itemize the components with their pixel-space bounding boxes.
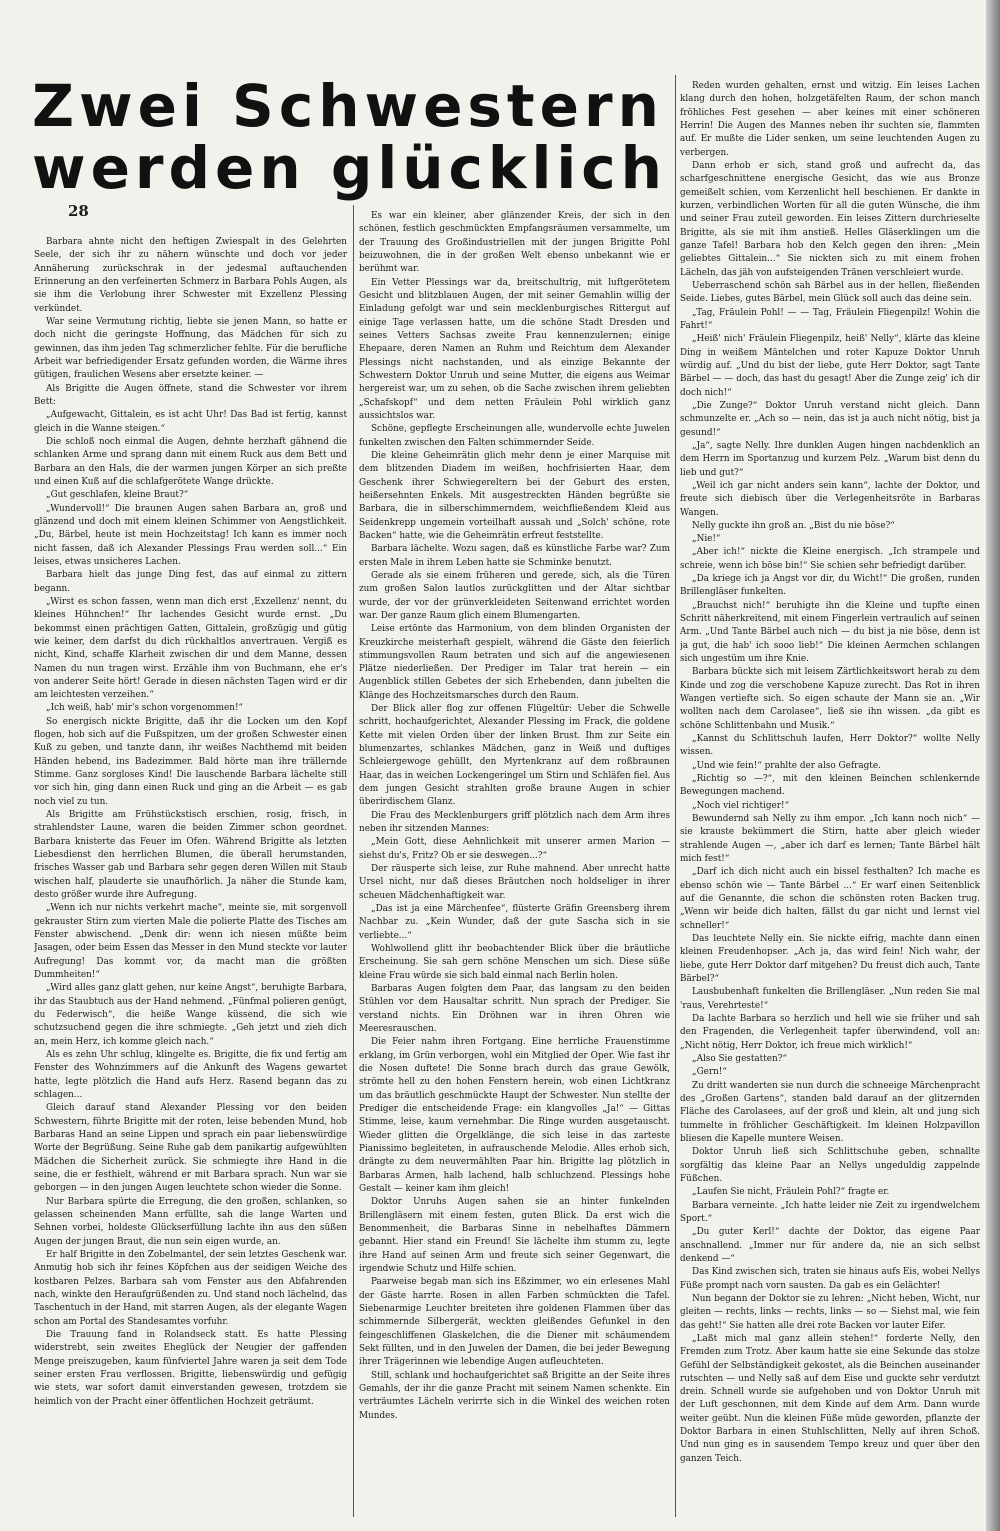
article-column-2: [359, 210, 670, 1518]
article-paragraph: Barbara verneinte. „Ich hatte leider nie Zeit zu irgendwelchem Sport.“: [680, 1200, 980, 1224]
article-paragraph: Als Brigitte am Frühstückstisch erschien, rosig, frisch, in strahlendster Laune, waren die beiden Zimmer schon geordnet. Barbara knisterte das Feuer im Ofen. Während Brigitte als letzten Liebesdienst den herrlichen Blumen, die überall herumstanden, frisches Wasser gab und Barbara sehr gegen deren Willen mit Staub wischen half, plauderte sie unaufhörlich. Ja näher die Stunde kam, desto größer wurde ihre Aufregung.: [34, 810, 347, 901]
article-paragraph: Leise ertönte das Harmonium, von dem blinden Organisten der Kreuzkirche meisterhaft gespielt, während die Gäste den feierlich stimmungsvollen Raum betraten und sich auf die angewiesenen Plätze niederließen. Der Prediger im Talar trat herein — ein Augenblick stillen Gebetes der sich Erhebenden, dann jubelten die Klänge des Hochzeitsmarsches durch den Raum.: [359, 624, 670, 701]
article-paragraph: Reden wurden gehalten, ernst und witzig. Ein leises Lachen klang durch den hohen, holzgetäfelten Raum, der schon manch fröhliches Fest gesehen — aber keines mit einer schöneren Herrin! Die Augen des Mannes neben ihr suchten sie, flammten auf. Er mußte die Lider senken, um seine leuchtenden Augen zu verbergen.: [680, 81, 980, 158]
article-paragraph: Doktor Unruhs Augen sahen sie an hinter funkelnden Brillengläsern mit einem festen, guten Blick. Da erst wich die Benommenheit, die Barbaras Sinne in nebelhaftes Dämmern gebannt. Hier stand ein Freund! Sie lächelte ihm stumm zu, legte ihre Hand auf seinen Arm und freute sich seiner Gegenwart, die irgendwie Schutz und Hilfe schien.: [359, 1197, 670, 1274]
article-paragraph: Das leuchtete Nelly ein. Sie nickte eifrig, machte dann einen kleinen Freudenhopser. „Ach ja, das wird fein! Nich wahr, der liebe, gute Herr Doktor darf mitgehen? Du freust dich auch, Tante Bärbel?“: [680, 934, 980, 984]
article-paragraph: Gleich darauf stand Alexander Plessing vor den beiden Schwestern, führte Brigitte mit der roten, leise bebenden Mund, hob Barbaras Hand an seine Lippen und sprach ein paar liebenswürdige Worte der Begrüßung. Seine Ruhe gab dem panikartig aufgewühlten Mädchen die Sicherheit zurück. Sie schmiegte ihre Hand in die seine, die er festhielt, während er mit Barbara sprach. Nun war sie geborgen — in den jungen Augen leuchtete schon wieder die Sonne.: [34, 1103, 347, 1194]
article-paragraph: „Da kriege ich ja Angst vor dir, du Wicht!“ Die großen, runden Brillengläser funkelten.: [680, 574, 980, 598]
article-paragraph: Nun begann der Doktor sie zu lehren: „Nicht heben, Wicht, nur gleiten — rechts, links — rechts, links — so — Siehst mal, wie fein das geht!“ Sie hatten alle drei rote Backen vor lauter Eifer.: [680, 1293, 980, 1331]
article-paragraph: Lausbubenhaft funkelten die Brillengläser. „Nun reden Sie mal 'raus, Verehrteste!“: [680, 987, 980, 1011]
article-paragraph: Paarweise begab man sich ins Eßzimmer, wo ein erlesenes Mahl der Gäste harrte. Rosen in allen Farben schmückten die Tafel. Siebenarmige Leuchter breiteten ihre goldenen Flammen über das schimmernde Silbergerät, weckten gleißendes Gefunkel in den feingeschliffenen Glaskelchen, die die Diener mit schäumendem Sekt füllten, und in den Juwelen der Damen, die bei jeder Bewegung ihrer Trägerinnen wie lebendige Augen aufleuchteten.: [359, 1277, 670, 1368]
article-paragraph: „Ja“, sagte Nelly. Ihre dunklen Augen hingen nachdenklich an dem Herrn im Sportanzug und kurzem Pelz. „Warum bist denn du lieb und gut?“: [680, 440, 980, 478]
article-paragraph: Still, schlank und hochaufgerichtet saß Brigitte an der Seite ihres Gemahls, der ihr die ganze Pracht mit seinem Namen schenkte. Ein verträumtes Lächeln verirrte sich in die Winkel des weichen roten Mundes.: [359, 1370, 670, 1421]
article-paragraph: Barbara ahnte nicht den heftigen Zwiespalt in des Gelehrten Seele, der sich ihr zu nähern wünschte und doch vor jeder Annäherung zurückschrak in der jedesmal auftauchenden Erinnerung an den verfeinerten Schmerz in Barbara Pohls Augen, als sie ihm die Verlobung ihrer Schwester mit Exzellenz Plessing verkündet.: [34, 237, 347, 314]
article-paragraph: „Laufen Sie nicht, Fräulein Pohl?“ fragte er.: [692, 1187, 890, 1198]
headline-line-1: Zwei Schwestern: [32, 72, 664, 140]
article-paragraph: „Wenn ich nur nichts verkehrt mache“, meinte sie, mit sorgenvoll gekrauster Stirn zum vierten Male die polierte Platte des Tisches am Fenster abwischend. „Denk dir: wenn ich niesen müßte beim Jasagen, oder beim Essen das Messer in den Mund steckte vor lauter Aufregung! Das kommt vor, da macht man die größten Dummheiten!“: [34, 903, 347, 981]
article-paragraph: „Heiß' nich' Fräulein Fliegenpilz, heiß' Nelly“, klärte das kleine Ding in weißem Mäntelchen und roter Kapuze Doktor Unruh würdig auf. „Und du bist der liebe, gute Herr Doktor, sagt Tante Bärbel — — doch, das hast du gesagt! Aber die Zunge zeig' ich dir doch nich!“: [680, 334, 980, 398]
article-paragraph: Gerade als sie einem früheren und gerede, sich, als die Türen zum großen Salon lautlos zurückglitten und der Altar sichtbar wurde, der vor der grünverkleideten Seitenwand errichtet worden war. Der ganze Raum glich einem Blumengarten.: [359, 570, 670, 621]
column-divider: [675, 75, 676, 1517]
article-paragraph: „Weil ich gar nicht anders sein kann“, lachte der Doktor, und freute sich diebisch über die Verlegenheitsröte in Barbaras Wangen.: [680, 480, 980, 518]
article-paragraph: „Brauchst nich!“ beruhigte ihn die Kleine und tupfte einen Schritt näherkreitend, mit einem Fingerlein vertraulich auf seinen Arm. „Und Tante Bärbel auch nich — du bist ja nie böse, denn ist ja gut, die hab' ich sooo lieb!“ Die kleinen Aermchen schlangen sich ungestüm um ihre Knie.: [680, 600, 980, 665]
article-paragraph: Wohlwollend glitt ihr beobachtender Blick über die bräutliche Erscheinung. Sie sah gern schöne Menschen um sich. Diese süße kleine Frau würde sie sich bald einmal nach Berlin holen.: [359, 944, 670, 981]
article-paragraph: „Mein Gott, diese Aehnlichkeit mit unserer armen Marion — siehst du's, Fritz? Ob er sie deswegen...?“: [359, 837, 670, 861]
article-paragraph: „Wundervoll!“ Die braunen Augen sahen Barbara an, groß und glänzend und doch mit einem kleinen Schimmer von Aengstlichkeit. „Du, Bärbel, heute ist mein Hochzeitstag! Ich kann es immer noch nicht fassen, daß ich Alexander Plessings Frau werden soll...“ Ein leises, etwas unsicheres Lachen.: [34, 503, 347, 567]
article-paragraph: Schöne, gepflegte Erscheinungen alle, wundervolle echte Juwelen funkelten zwischen den Falten schimmernder Seide.: [359, 424, 670, 448]
headline-line-2: werden glücklich: [32, 134, 667, 202]
article-paragraph: Die Trauung fand in Rolandseck statt. Es hatte Plessing widerstrebt, sein zweites Eheglück der Neugier der gaffenden Menge preiszugeben, kaum fünfviertel Jahre waren ja seit dem Tode seiner ersten Frau verflossen. Brigitte, liebenswürdig und gefügig wie stets, war sofort damit einverstanden gewesen, trotzdem sie heimlich von der Pracht einer öffentlichen Hochzeit geträumt.: [34, 1329, 347, 1407]
article-paragraph: „Richtig so —?“, mit den kleinen Beinchen schlenkernde Bewegungen machend.: [680, 774, 980, 798]
article-paragraph: Er half Brigitte in den Zobelmantel, der sein letztes Geschenk war. Anmutig hob sich ihr feines Köpfchen aus der seidigen Weiche des kostbaren Pelzes. Barbara sah vom Fenster aus den Abfahrenden nach, winkte den Heraufgrüßenden zu. Und stand noch lächelnd, das Taschentuch in der Hand, mit starren Augen, als der elegante Wagen schon am Portal des Standesamtes vorfuhr.: [34, 1249, 347, 1327]
article-paragraph: Es war ein kleiner, aber glänzender Kreis, der sich in den schönen, festlich geschmückten Empfangsräumen versammelte, um der Trauung des Großindustriellen mit der jungen Brigitte Pohl beizuwohnen, die in der großen Welt ebenso unbekannt wie er berühmt war.: [359, 211, 670, 275]
article-paragraph: Barbaras Augen folgten dem Paar, das langsam zu den beiden Stühlen vor dem Hausaltar schritt. Nun sprach der Prediger. Sie verstand nichts. Ein Dröhnen war in ihren Ohren wie Meeresrauschen.: [359, 984, 670, 1035]
article-paragraph: „Darf ich dich nicht auch ein bissel festhalten? Ich mache es ebenso schön wie — Tante Bärbel ...“ Er warf einen Seitenblick auf die Genannte, die schon die schönsten roten Backen trug. „Wenn wir beide dich halten, fällst du gar nicht und lernst viel schneller!“: [680, 867, 980, 931]
article-paragraph: „Die Zunge?“ Doktor Unruh verstand nicht gleich. Dann schmunzelte er. „Ach so — nein, das ist ja auch nicht nötig, bist ja gesund!“: [680, 400, 980, 438]
article-paragraph: „Tag, Fräulein Pohl! — — Tag, Fräulein Fliegenpilz! Wohin die Fahrt!“: [680, 307, 980, 331]
article-paragraph: Dann erhob er sich, stand groß und aufrecht da, das scharfgeschnittene energische Gesicht, das wie aus Bronze gemeißelt schien, vom Kerzenlicht hell beschienen. Er dankte in kurzen, verbindlichen Worten für all die guten Wünsche, die ihm und seiner Frau zuteil geworden. Ein leises Zittern durchrieselte Brigitte, als sie mit ihm anstieß. Helles Gläserklingen um die ganze Tafel! Barbara hob den Kelch gegen den ihren: „Mein geliebtes Gittalein...“ Sie nickten sich zu mit einem frohen Lächeln, das jäh von aufsteigenden Tränen verschleiert wurde.: [680, 160, 980, 278]
article-paragraph: War seine Vermutung richtig, liebte sie jenen Mann, so hatte er doch nicht die geringste Hoffnung, das Mädchen für sich zu gewinnen, das ihm jeden Tag schmerzlicher fehlte. Für die berufliche Arbeit war befriedigender Ersatz gefunden worden, die Wärme ihres gütigen, fraulichen Wesens aber ersetzte keiner. —: [34, 316, 347, 381]
article-column-3: [680, 80, 980, 1518]
article-paragraph: „Das ist ja eine Märchenfee“, flüsterte Gräfin Greensberg ihrem Nachbar zu. „Kein Wunder, daß der gute Sascha sich in sie verliebte...“: [359, 904, 670, 941]
article-paragraph: Barbara lächelte. Wozu sagen, daß es künstliche Farbe war? Zum ersten Male in ihrem Leben hatte sie Schminke benutzt.: [359, 544, 670, 568]
article-paragraph: Als es zehn Uhr schlug, klingelte es. Brigitte, die fix und fertig am Fenster des Wohnzimmers auf die Ankunft des Wagens gewartet hatte, legte plötzlich die Hand aufs Herz. Rasend begann das zu schlagen...: [34, 1050, 347, 1100]
article-paragraph: „Gern!“: [692, 1067, 727, 1078]
article-paragraph: „Aufgewacht, Gittalein, es ist acht Uhr! Das Bad ist fertig, kannst gleich in die Wanne steigen.“: [34, 410, 347, 434]
article-paragraph: „Kannst du Schlittschuh laufen, Herr Doktor?“ wollte Nelly wissen.: [680, 734, 980, 758]
article-paragraph: Die kleine Geheimrätin glich mehr denn je einer Marquise mit dem blitzenden Diadem im weißen, hochfrisierten Haar, dem Geschenk ihrer Schwiegereltern bei der Geburt des ersten, heißersehnten Enkels. Mit ausgestreckten Händen begrüßte sie Barbara, die in silberschimmerndem, weichfließendem Kleid aus Seidenkrepp ungemein vorteilhaft aussah und „Solch' schöne, rote Backen“ hatte, wie die Geheimrätin erfreut feststellte.: [359, 450, 670, 541]
article-paragraph: „Ich weiß, hab' mir's schon vorgenommen!“: [46, 703, 244, 714]
article-paragraph: Ueberraschend schön sah Bärbel aus in der hellen, fließenden Seide. Liebes, gutes Bärbel, mein Glück soll auch das deine sein.: [680, 280, 980, 305]
page-binding-edge: [986, 0, 1000, 1531]
chapter-number: 28: [68, 202, 89, 220]
article-paragraph: „Aber ich!“ nickte die Kleine energisch. „Ich strampele und schreie, wenn ich böse bin!“ Sie schien sehr befriedigt darüber.: [680, 547, 980, 571]
article-paragraph: Doktor Unruh ließ sich Schlittschuhe geben, schnallte sorgfältig das kleine Paar an Nellys ungeduldig zappelnde Füßchen.: [680, 1147, 980, 1184]
article-paragraph: Der Blick aller flog zur offenen Flügeltür: Ueber die Schwelle schritt, hochaufgerichtet, Alexander Plessing im Frack, die goldene Kette mit vielen Orden über der linken Brust. Ihm zur Seite ein blumenzartes, schlankes Mädchen, ganz in Weiß und duftiges Schleiergewoge gehüllt, den Myrtenkranz auf dem roßbraunen Haar, das in weichen Lockengeringel um Stirn und Schläfen fiel. Aus dem jungen Gesicht strahlten große braune Augen in schier überirdischem Glanz.: [359, 704, 670, 808]
article-paragraph: Zu dritt wanderten sie nun durch die schneeige Märchenpracht des „Großen Gartens“, standen bald darauf an der glitzernden Fläche des Carolasees, auf der groß und klein, alt und jung sich tummelte in fröhlicher Geschäftigkeit. Im kleinen Holzpavillon bliesen die Kapelle muntere Weisen.: [680, 1080, 980, 1144]
article-paragraph: Das Kind zwischen sich, traten sie hinaus aufs Eis, wobei Nellys Füße prompt nach vorn sausten. Da gab es ein Gelächter!: [680, 1267, 980, 1291]
article-paragraph: So energisch nickte Brigitte, daß ihr die Locken um den Kopf flogen, hob sich auf die Fußspitzen, um der großen Schwester einen Kuß zu geben, und tanzte dann, ihr weißes Nachthemd mit beiden Händen hebend, ins Badezimmer. Bald hörte man ihre trällernde Stimme. Ganz sorgloses Kind! Die lauschende Barbara lächelte still vor sich hin, ging dann einen Ruck und ging an die Arbeit — es gab noch viel zu tun.: [34, 716, 347, 807]
article-paragraph: Nelly guckte ihn groß an. „Bist du nie böse?“: [692, 520, 895, 531]
article-paragraph: „Wird alles ganz glatt gehen, nur keine Angst“, beruhigte Barbara, ihr das Staubtuch aus der Hand nehmend. „Fünfmal polieren genügt, du Federwisch“, die heiße Wange küssend, die sich wie schutzsuchend gegen die ihre schmiegte. „Geh jetzt und zieh dich an, mein Herz, ich komme gleich nach.“: [34, 983, 347, 1047]
article-paragraph: Die schloß noch einmal die Augen, dehnte herzhaft gähnend die schlanken Arme und sprang dann mit einem Ruck aus dem Bett und Barbara an den Hals, die der warmen jungen Körper an sich preßte und einen Kuß auf die schlafgerötete Wange drückte.: [34, 436, 347, 487]
article-paragraph: „Wirst es schon fassen, wenn man dich erst ‚Exzellenz‘ nennt, du kleines Hühnchen!“ Ihr lachendes Gesicht wurde ernst. „Du bekommst einen prächtigen Gatten, Gittalein, großzügig und gütig wie keiner, dem darfst du dich rückhaltlos anvertrauen. Vergiß es nicht, Kind, schaffe Klarheit zwischen dir und dem Manne, dessen Namen du nun tragen wirst. Erzähle ihm von Buchmann, ehe er's von anderer Seite hört! Gerade in diesen nächsten Tagen wird er dir am leichtesten verzeihen.“: [34, 596, 347, 701]
article-paragraph: Die Frau des Mecklenburgers griff plötzlich nach dem Arm ihres neben ihr sitzenden Mannes:: [359, 810, 670, 835]
article-paragraph: „Laßt mich mal ganz allein stehen!“ forderte Nelly, den Fremden zum Trotz. Aber kaum hatte sie eine Sekunde das stolze Gefühl der Selbständigkeit gekostet, als die Beinchen auseinander rutschten — und Nelly saß auf dem Eise und guckte sehr verdutzt drein. Schnell wurde sie aufgehoben und von Doktor Unruh mit der Luft geschonnen, mit dem Kinde auf dem Arm. Dann wurde weiter geübt. Nun die kleinen Füße müde geworden, pflanzte der Doktor Barbara in einen Stuhlschlitten, Nelly auf ihren Schoß. Und nun ging es in sausendem Tempo kreuz und quer über den ganzen Teich.: [680, 1333, 980, 1464]
article-paragraph: Barbara bückte sich mit leisem Zärtlichkeitswort herab zu dem Kinde und zog die verschobene Kapuze zurecht. Das Rot in ihren Wangen vertiefte sich. So eigen schaute der Mann sie an. „Wir wollten nach dem Carolasee“, ließ sie ihn wissen. „da gibt es schöne Schlittenbahn und Musik.“: [680, 667, 980, 731]
article-paragraph: Der räusperte sich leise, zur Ruhe mahnend. Aber unrecht hatte Ursel nicht, nur daß dieses Bräutchen noch holdseliger in ihrer scheuen Mädchenhaftigkeit war.: [359, 864, 670, 901]
article-paragraph: „Noch viel richtiger!“: [692, 800, 790, 811]
headline: [32, 72, 672, 202]
article-paragraph: Da lachte Barbara so herzlich und hell wie sie früher und sah den Fragenden, die Verlegenheit tapfer überwindend, voll an: „Nicht nötig, Herr Doktor, ich freue mich wirklich!“: [680, 1013, 980, 1051]
article-paragraph: „Und wie fein!“ prahlte der also Gefragte.: [692, 760, 881, 771]
article-paragraph: Nur Barbara spürte die Erregung, die den großen, schlanken, so gelassen scheinenden Mann erfüllte, sah die lange Warten und Sehnen vorbei, holdeste Glückserfüllung lachte ihn aus den süßen Augen der jungen Braut, die nun sein eigen wurde, an.: [34, 1196, 347, 1247]
article-paragraph: Als Brigitte die Augen öffnete, stand die Schwester vor ihrem Bett:: [34, 383, 347, 407]
article-paragraph: „Nie!“: [692, 534, 721, 545]
article-paragraph: Die Feier nahm ihren Fortgang. Eine herrliche Frauenstimme erklang, im Grün verborgen, wohl ein Mitglied der Oper. Wie fast ihr die Nosen duftete! Die Sonne brach durch das graue Gewölk, strömte hell zu den hohen Fenstern herein, wob einen Lichtkranz um das bräutlich geschmückte Haupt der Schwester. Nun stellte der Prediger die entscheidende Frage: ein klangvolles „Ja!“ — Gittas Stimme, leise, kaum vernehmbar. Die Ringe wurden ausgetauscht. Wieder glitten die Orgelklänge, die sich leise in das zarteste Pianissimo begleiteten, in aufrauschende Melodie. Alles erhob sich, drängte zu dem neuvermählten Paar hin. Brigitte lag plötzlich in Barbaras Armen, halb lachend, halb schluchzend. Plessings hohe Gestalt — keiner kam ihm gleich!: [359, 1037, 670, 1194]
article-paragraph: Barbara hielt das junge Ding fest, das auf einmal zu zittern begann.: [34, 570, 347, 594]
article-paragraph: Bewundernd sah Nelly zu ihm empor. „Ich kann noch nich“ — sie krauste bekümmert die Stirn, hatte aber gleich wieder strahlende Augen —, „aber ich darf es lernen; Tante Bärbel hält mich fest!“: [680, 814, 980, 865]
article-column-1: [34, 236, 347, 1518]
column-divider: [353, 205, 354, 1517]
article-paragraph: „Also Sie gestatten?“: [692, 1053, 787, 1064]
article-paragraph: „Gut geschlafen, kleine Braut?“: [46, 490, 189, 501]
article-paragraph: „Du guter Kerl!“ dachte der Doktor, das eigene Paar anschnallend. „Immer nur für andere da, nie an sich selbst denkend —“: [680, 1227, 980, 1264]
article-paragraph: Ein Vetter Plessings war da, breitschultrig, mit luftgerötetem Gesicht und blitzblauen Augen, der mit seiner Gemahlin willig der Einladung gefolgt war und sein mecklenburgisches Rittergut auf einige Tage verlassen hatte, um die schöne Stadt Dresden und seines Vetters Sachsas zweite Frau kennenzulernen; einige Ehepaare, deren Namen an Ruhm und Reichtum dem Alexander Plessings nicht nachstanden, und als einzige Bekannte der Schwestern Doktor Unruh und seine Mutter, die eigens aus Weimar hergereist war, um zu sehen, ob die Sache zwischen ihrem geliebten „Schafskopf“ und dem netten Fräulein Pohl wirklich ganz aussichtslos war.: [359, 277, 670, 421]
